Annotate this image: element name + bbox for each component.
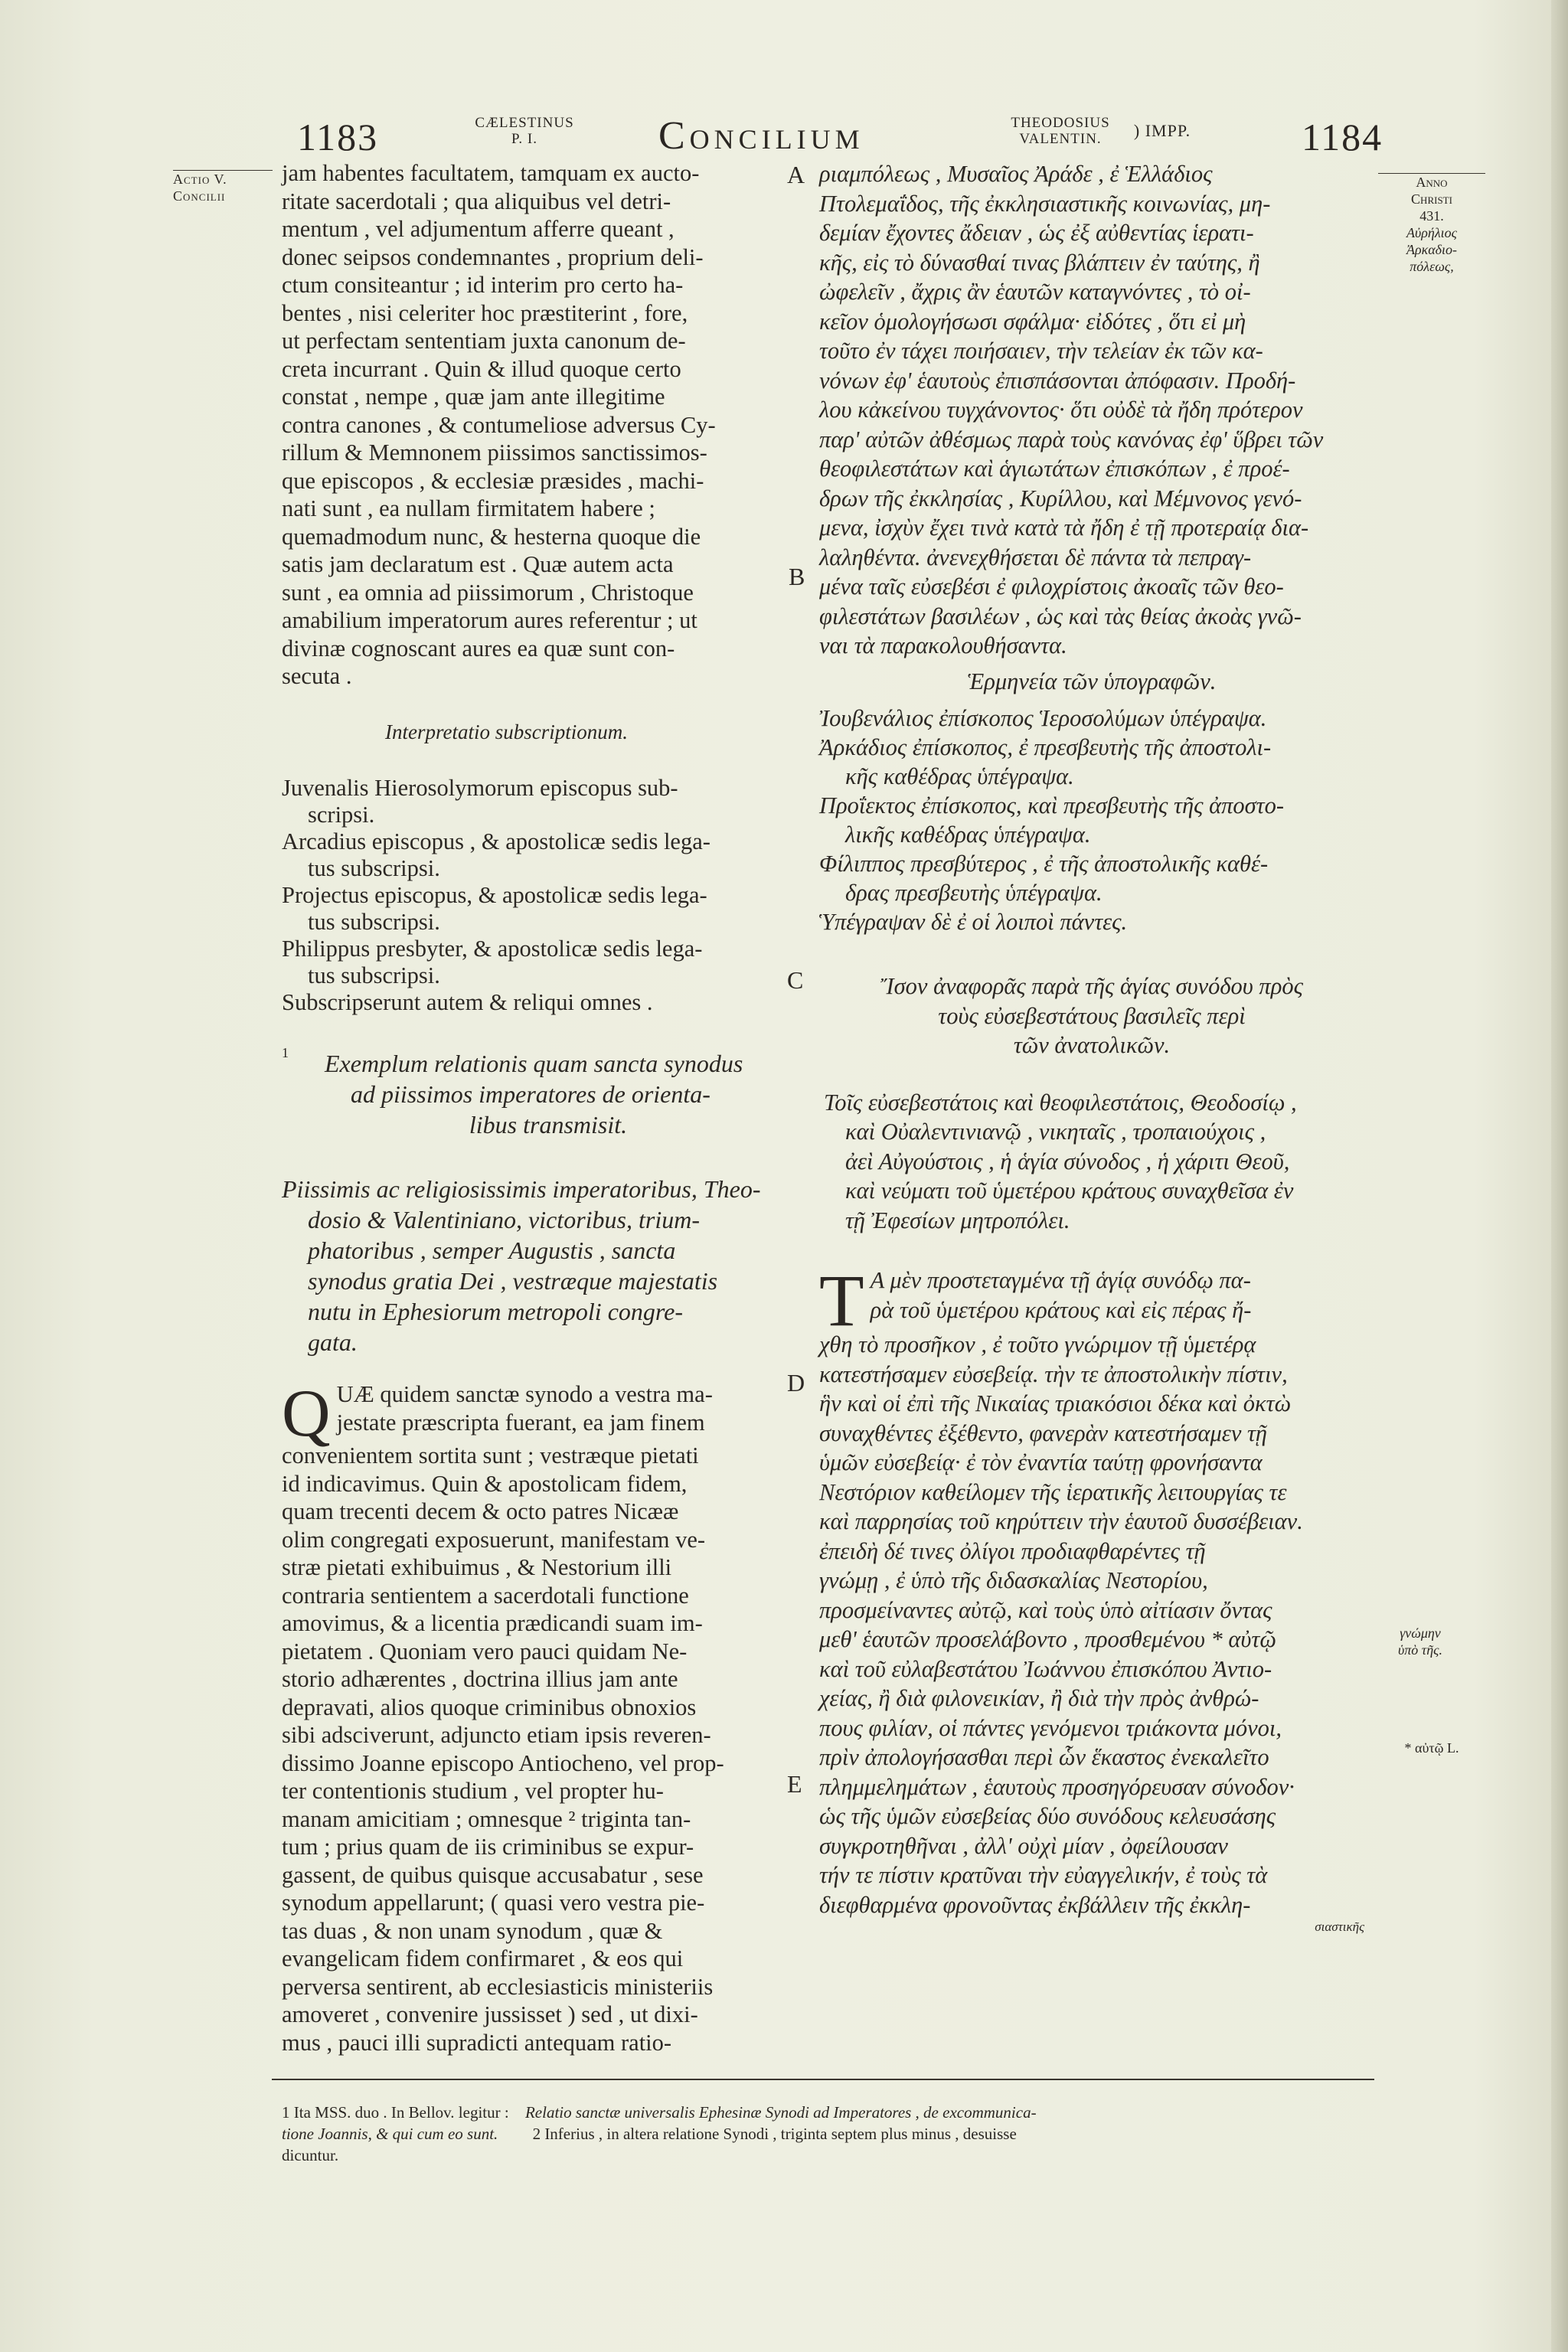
section-letter-e: E bbox=[787, 1770, 802, 1798]
text-line: Πτολεμαΐδος, τῆς ἐκκλησιαστικῆς κοινωνίας, μη- bbox=[819, 190, 1271, 217]
address-line: nutu in Ephesiorum metropoli congre- bbox=[308, 1298, 684, 1325]
text-line: λαληθέντα. ἀνενεχθήσεται δὲ πάντα τὰ πεπραγ- bbox=[819, 544, 1252, 570]
text-line: quemadmodum nunc, & hesterna quoque die bbox=[282, 523, 701, 550]
margin-gloss bbox=[1370, 1625, 1470, 1658]
text-line: πλημμελημάτων , ἑαυτοὺς προσηγόρευσαν σύνοδον· bbox=[819, 1773, 1295, 1800]
text-line: διεφθαρμένα φρονοῦντας ἐκβάλλειν τῆς ἐκκλη- bbox=[819, 1891, 1251, 1918]
text-line: pietatem . Quoniam vero pauci quidam Ne- bbox=[282, 1638, 688, 1664]
text-line: ὡς τῆς ὑμῶν εὐσεβείας δύο συνόδους κελευσάσης bbox=[819, 1803, 1276, 1829]
text-line: πρὶν ἀπολογήσασθαι περὶ ὧν ἕκαστος ἐνεκαλεῖτο bbox=[819, 1744, 1269, 1770]
running-head-right bbox=[1003, 115, 1118, 147]
text-line: sibi adsciverunt, adjuncto etiam ipsis reveren- bbox=[282, 1722, 711, 1748]
text-line: ctum consiteantur ; id interim pro certo ha- bbox=[282, 272, 684, 298]
text-line: χθη τὸ προσῆκον , ἐ τοῦτο γνώριμον τῇ ὑμετέρᾳ bbox=[819, 1331, 1256, 1357]
margin-note-line2: Ἀρκαδιο- bbox=[1406, 242, 1458, 257]
margin-anno-line1: Anno bbox=[1378, 173, 1485, 191]
text-line: creta incurrant . Quin & illud quoque certo bbox=[282, 355, 681, 382]
text-line: φιλεστάτων βασιλέων , ὡς καὶ τὰς θείας ἀκοὰς γνῶ- bbox=[819, 603, 1302, 629]
subscription-line: Philippus presbyter, & apostolicæ sedis lega- tus subscripsi. bbox=[282, 936, 703, 988]
text-line: ritate sacerdotali ; qua aliquibus vel detri- bbox=[282, 188, 671, 214]
text-line: donec seipsos condemnantes , proprium deli- bbox=[282, 243, 704, 270]
heading-line: τοὺς εὐσεβεστάτους βασιλεῖς περὶ bbox=[938, 1002, 1246, 1029]
text-line: gassent, de quibus quisque accusabatur , sese bbox=[282, 1861, 704, 1888]
subscription-line: Προΐεκτος ἐπίσκοπος, καὶ πρεσβευτὴς τῆς ἀποστο- λικῆς καθέδρας ὑπέγραψα. bbox=[819, 792, 1285, 848]
running-head-left-top: CÆLESTINUS bbox=[475, 115, 574, 131]
text-line: quam trecenti decem & octo patres Nicææ bbox=[282, 1498, 679, 1524]
text-line: θεοφιλεστάτων καὶ ἁγιωτάτων ἐπισκόπων , ἐ προέ- bbox=[819, 456, 1290, 482]
subscription-line: Juvenalis Hierosolymorum episcopus sub- scripsi. bbox=[282, 775, 678, 828]
text-line: tum ; prius quam de iis criminibus se expur- bbox=[282, 1834, 694, 1860]
text-line: manam amicitiam ; omnesque ² triginta tan- bbox=[282, 1805, 691, 1832]
footnote-2-cont bbox=[282, 2145, 1384, 2166]
text-line: synodum appellarunt; ( quasi vero vestra pie- bbox=[282, 1890, 705, 1916]
greek-column bbox=[819, 159, 1364, 1935]
margin-anno bbox=[1378, 173, 1485, 275]
greek-paragraph-1 bbox=[819, 159, 1364, 661]
text-line: constat , nempe , quæ jam ante illegitime bbox=[282, 384, 665, 410]
latin-address bbox=[282, 1174, 772, 1357]
running-title: Concilium bbox=[658, 114, 864, 158]
text-line: secuta . bbox=[282, 663, 352, 689]
margin-actio bbox=[173, 170, 273, 204]
text-line: stræ pietati exhibuimus , & Nestorium illi bbox=[282, 1554, 672, 1580]
text-line: amoveret , convenire jussisset ) sed , ut dixi- bbox=[282, 2001, 698, 2027]
text-line: que episcopos , & ecclesiæ præsides , machi- bbox=[282, 467, 704, 494]
text-line: ρὰ τοῦ ὑμετέρου κράτους καὶ εἰς πέρας ἤ- bbox=[870, 1296, 1252, 1323]
text-line: συναχθέντες ἐξέθεντο, φανερὰν κατεστήσαμεν τῇ bbox=[819, 1419, 1268, 1446]
address-line: Τοῖς εὐσεβεστάτοις καὶ θεοφιλεστάτοις, Θεοδοσίῳ , bbox=[824, 1089, 1297, 1116]
page-edge bbox=[1551, 0, 1568, 2352]
footnote-1-cont bbox=[282, 2123, 1384, 2145]
text-line: παρ' αὐτῶν ἀθέσμως παρὰ τοὺς κανόνας ἐφ' ὕβρει τῶν bbox=[819, 426, 1324, 452]
running-head-impp: ) IMPP. bbox=[1133, 121, 1191, 140]
footnote-rule bbox=[272, 2079, 1374, 2080]
subscription-line: Subscripserunt autem & reliqui omnes . bbox=[282, 989, 653, 1015]
subscription-line: Projectus episcopus, & apostolicæ sedis lega- tus subscripsi. bbox=[282, 882, 707, 935]
subscription-line: Ἀρκάδιος ἐπίσκοπος, ἐ πρεσβευτὴς τῆς ἀποστολι- κῆς καθέδρας ὑπέγραψα. bbox=[819, 734, 1272, 789]
text-line: τοῦτο ἐν τάχει ποιήσαιεν, τὴν τελείαν ἐκ τῶν κα- bbox=[819, 338, 1263, 364]
margin-actio-line2: Concilii bbox=[173, 188, 226, 204]
address-line: gata. bbox=[308, 1328, 358, 1356]
address-line: ἀεὶ Αὐγούστοις , ἡ ἁγία σύνοδος , ἡ χάριτι Θεοῦ, bbox=[845, 1148, 1290, 1174]
address-line: phatoribus , semper Augustis , sancta bbox=[308, 1236, 676, 1264]
subscription-line: Arcadius episcopus , & apostolicæ sedis lega- tus subscripsi. bbox=[282, 828, 710, 881]
drop-cap: Q bbox=[282, 1377, 331, 1451]
text-line: amovimus, & a licentia prædicandi suam im- bbox=[282, 1610, 703, 1636]
text-line: πους φιλίαν, οἱ πάντες γενόμενοι τριάκοντα μόνοι, bbox=[819, 1714, 1282, 1741]
footnote-1-quote: Relatio sanctæ universalis Ephesinæ Synodi ad Imperatores , de excommunica- bbox=[524, 2103, 1037, 2122]
footnote-1 bbox=[282, 2102, 1384, 2123]
heading-line: τῶν ἀνατολικῶν. bbox=[1013, 1032, 1171, 1058]
text-line: ναι τὰ παρακολουθήσαντα. bbox=[819, 632, 1067, 658]
text-line: evangelicam fidem confirmaret , & eos qui bbox=[282, 1945, 684, 1971]
text-line: δρων τῆς ἐκκλησίας , Κυρίλλου, καὶ Μέμνονος γενό- bbox=[819, 485, 1302, 511]
text-line: contraria sentientem a sacerdotali functione bbox=[282, 1582, 689, 1609]
margin-gloss-2: * αὐτῷ L. bbox=[1404, 1740, 1459, 1756]
section-letter-b: B bbox=[789, 563, 805, 590]
margin-anno-line3: 431. bbox=[1419, 208, 1444, 224]
subscription-line: Ἰουβενάλιος ἐπίσκοπος Ἱεροσολύμων ὑπέγραψα. bbox=[819, 705, 1267, 731]
latin-body bbox=[282, 1377, 772, 2056]
text-line: νόνων ἐφ' ἑαυτοὺς ἐπισπάσονται ἀπόφασιν. Προδή- bbox=[819, 367, 1296, 394]
page-number-left: 1183 bbox=[297, 116, 379, 158]
text-line: προσμείναντες αὐτῷ, καὶ τοὺς ὑπὸ αἰτίασιν ὄντας bbox=[819, 1596, 1272, 1623]
text-line: μένα ταῖς εὐσεβέσι ἐ φιλοχρίστοις ἀκοαῖς τῶν θεο- bbox=[819, 573, 1284, 599]
section-letter-a: A bbox=[787, 161, 805, 188]
text-line: κεῖον ὁμολογήσωσι σφάλμα· εἰδότες , ὅτι εἰ μὴ bbox=[819, 308, 1246, 335]
text-line: Νεστόριον καθείλομεν τῆς ἱερατικῆς λειτουργίας τε bbox=[819, 1478, 1287, 1505]
text-line: bentes , nisi celeriter hoc præstiterint , fore, bbox=[282, 299, 688, 326]
text-line: δεμίαν ἔχοντες ἄδειαν , ὡς ἐξ αὐθεντίας ἱερατι- bbox=[819, 220, 1254, 246]
text-line: jestate præscripta fuerant, ea jam finem bbox=[336, 1409, 705, 1436]
subscription-line: Φίλιππος πρεσβύτερος , ἐ τῆς ἀποστολικῆς καθέ- δρας πρεσβευτὴς ὑπέγραψα. bbox=[819, 851, 1269, 906]
exemplum-heading bbox=[282, 1045, 772, 1140]
running-head-left-bottom: P. I. bbox=[511, 131, 538, 147]
text-line: convenientem sortita sunt ; vestræque pietati bbox=[282, 1442, 699, 1468]
heading-line: libus transmisit. bbox=[469, 1111, 628, 1138]
margin-actio-line1: Actio V. bbox=[173, 170, 273, 188]
text-line: καὶ τοῦ εὐλαβεστάτου Ἰωάννου ἐπισκόπου Ἀντιο- bbox=[819, 1655, 1272, 1682]
greek-body bbox=[819, 1259, 1364, 1935]
text-line: καὶ παρρησίας τοῦ κηρύττειν τὴν ἑαυτοῦ δυσσέβειαν. bbox=[819, 1508, 1303, 1534]
text-line: ut perfectam sententiam juxta canonum de- bbox=[282, 328, 686, 354]
text-line: ter contentionis studium , vel propter hu- bbox=[282, 1778, 664, 1804]
text-line: ριαμπόλεως , Μυσαῖος Ἀράδε , ἐ Ἑλλάδιος bbox=[819, 161, 1213, 187]
footnote-1-quote-cont: tione Joannis, & qui cum eo sunt. bbox=[282, 2125, 498, 2143]
greek-subscriptions bbox=[819, 704, 1364, 936]
text-line: amabilium imperatorum aures referentur ; ut bbox=[282, 607, 697, 633]
text-line: sunt , ea omnia ad piissimorum , Christoque bbox=[282, 579, 694, 606]
latin-paragraph-1 bbox=[282, 159, 772, 691]
text-line: contra canones , & contumeliose adversus Cy- bbox=[282, 411, 716, 438]
text-line: nati sunt , ea nullam firmitatem habere ; bbox=[282, 495, 655, 521]
text-line: storio adhærentes , doctrina illius jam ante bbox=[282, 1666, 678, 1692]
page-number-right: 1184 bbox=[1302, 116, 1383, 158]
text-line: Α μὲν προστεταγμένα τῇ ἁγίᾳ συνόδῳ πα- bbox=[870, 1267, 1251, 1293]
address-line: καὶ Οὐαλεντινιανῷ , νικηταῖς , τροπαιούχοις , bbox=[845, 1119, 1266, 1145]
text-line: λου κἀκείνου τυγχάνοντος· ὅτι οὐδὲ τὰ ἤδη πρότερον bbox=[819, 397, 1303, 423]
text-line: depravati, alios quoque criminibus obnoxios bbox=[282, 1694, 697, 1720]
footnote-mark: 1 bbox=[282, 1045, 289, 1060]
text-line: κῆς, εἰς τὸ δύνασθαί τινας βλάπτειν ἐν ταύτης, ἢ bbox=[819, 249, 1260, 276]
address-line: τῇ Ἐφεσίων μητροπόλει. bbox=[845, 1207, 1070, 1233]
text-line: τήν τε πίστιν κρατῦναι τὴν εὐαγγελικήν, ἐ τοὺς τὰ bbox=[819, 1862, 1268, 1888]
latin-column bbox=[282, 159, 772, 2056]
interpretatio-heading: Interpretatio subscriptionum. bbox=[385, 720, 628, 743]
margin-anno-line2: Christi bbox=[1411, 191, 1452, 207]
hermeneia-heading: Ἑρμηνεία τῶν ὑπογραφῶν. bbox=[967, 668, 1217, 694]
heading-line: Ἴσον ἀναφορᾶς παρὰ τῆς ἁγίας συνόδου πρὸς bbox=[880, 973, 1303, 999]
text-line: jam habentes facultatem, tamquam ex aucto- bbox=[282, 160, 700, 186]
text-line: μενα, ἰσχὺν ἔχει τινὰ κατὰ τὰ ἤδη ἐ τῇ προτεραίᾳ δια- bbox=[819, 514, 1309, 541]
margin-note-line3: πόλεως, bbox=[1410, 259, 1454, 274]
text-line: ὑμῶν εὐσεβείᾳ· ἐ τὸν ἐναντία ταύτῃ φρονήσαντα bbox=[819, 1449, 1263, 1475]
text-line: χείας, ἢ διὰ φιλονεικίαν, ἢ διὰ τὴν πρὸς ἀνθρώ- bbox=[819, 1685, 1259, 1711]
text-line: olim congregati exposuerunt, manifestam ve- bbox=[282, 1526, 706, 1553]
running-head-right-bottom: VALENTIN. bbox=[1019, 131, 1102, 147]
text-line: tas duas , & non unam synodum , quæ & bbox=[282, 1917, 663, 1944]
text-line: UÆ quidem sanctæ synodo a vestra ma- bbox=[336, 1381, 713, 1407]
text-line: mus , pauci illi supradicti antequam ratio- bbox=[282, 2029, 672, 2056]
text-line: ἣν καὶ οἱ ἐπὶ τῆς Νικαίας τριακόσιοι δέκα καὶ ὀκτὼ bbox=[819, 1390, 1292, 1416]
heading-line: ad piissimos imperatores de orienta- bbox=[351, 1080, 710, 1108]
address-line: Piissimis ac religiosissimis imperatoribus, Theo- bbox=[282, 1175, 761, 1203]
subscription-line: Ὑπέγραψαν δὲ ἐ οἱ λοιποὶ πάντες. bbox=[819, 909, 1128, 935]
footnote-2-text-cont: dicuntur. bbox=[282, 2146, 339, 2164]
ison-heading bbox=[819, 972, 1364, 1060]
footnotes bbox=[282, 2102, 1384, 2166]
text-line: ἐπειδὴ δέ τινες ὀλίγοι προδιαφθαρέντες τῇ bbox=[819, 1537, 1206, 1564]
address-line: καὶ νεύματι τοῦ ὑμετέρου κράτους συναχθεῖσα ἐν bbox=[845, 1178, 1294, 1204]
text-line: γνώμῃ , ἐ ὑπὸ τῆς διδασκαλίας Νεστορίου, bbox=[819, 1567, 1208, 1593]
latin-subscriptions bbox=[282, 775, 772, 1016]
catchword: σιαστικῆς bbox=[1315, 1919, 1364, 1934]
text-line: συγκροτηθῆναι , ἀλλ' οὐχὶ μίαν , ὀφείλουσαν bbox=[819, 1832, 1228, 1859]
text-line: κατεστήσαμεν εὐσεβείᾳ. τὴν τε ἀποστολικὴν πίστιν, bbox=[819, 1361, 1288, 1387]
margin-note-line1: Αὐρήλιος bbox=[1406, 225, 1457, 240]
text-line: satis jam declaratum est . Quæ autem acta bbox=[282, 551, 674, 577]
running-head-right-top: THEODOSIUS bbox=[1011, 115, 1110, 131]
address-line: dosio & Valentiniano, victoribus, trium- bbox=[308, 1206, 700, 1233]
greek-address bbox=[819, 1088, 1364, 1236]
text-line: μεθ' ἑαυτῶν προσελάβοντο , προσθεμένου * αὐτῷ bbox=[819, 1626, 1276, 1652]
margin-gloss-line2: ὑπὸ τῆς. bbox=[1398, 1642, 1442, 1658]
text-line: dissimo Joanne episcopo Antiocheno, vel prop- bbox=[282, 1749, 724, 1776]
text-line: ὠφελεῖν , ἄχρις ἂν ἑαυτῶν καταγνόντες , τὸ οἰ- bbox=[819, 279, 1251, 305]
footnote-2-text: 2 Inferius , in altera relatione Synodi , triginta septem plus minus , desuisse bbox=[532, 2125, 1017, 2143]
text-line: id indicavimus. Quin & apostolicam fidem, bbox=[282, 1470, 688, 1497]
margin-gloss-line1: γνώμην bbox=[1400, 1625, 1441, 1641]
text-line: rillum & Memnonem piissimos sanctissimos- bbox=[282, 439, 707, 466]
drop-cap: T bbox=[819, 1259, 864, 1341]
text-line: mentum , vel adjumentum afferre queant , bbox=[282, 216, 675, 242]
text-line: perversa sentirent, ab ecclesiasticis ministeriis bbox=[282, 1973, 714, 2000]
footnote-1-text: 1 Ita MSS. duo . In Bellov. legitur : bbox=[282, 2103, 509, 2122]
section-letter-d: D bbox=[787, 1369, 805, 1396]
section-letter-c: C bbox=[787, 966, 804, 994]
address-line: synodus gratia Dei , vestræque majestatis bbox=[308, 1267, 718, 1295]
running-head-left bbox=[459, 115, 590, 147]
text-line: divinæ cognoscant aures ea quæ sunt con- bbox=[282, 635, 675, 662]
heading-line: Exemplum relationis quam sancta synodus bbox=[325, 1050, 743, 1077]
